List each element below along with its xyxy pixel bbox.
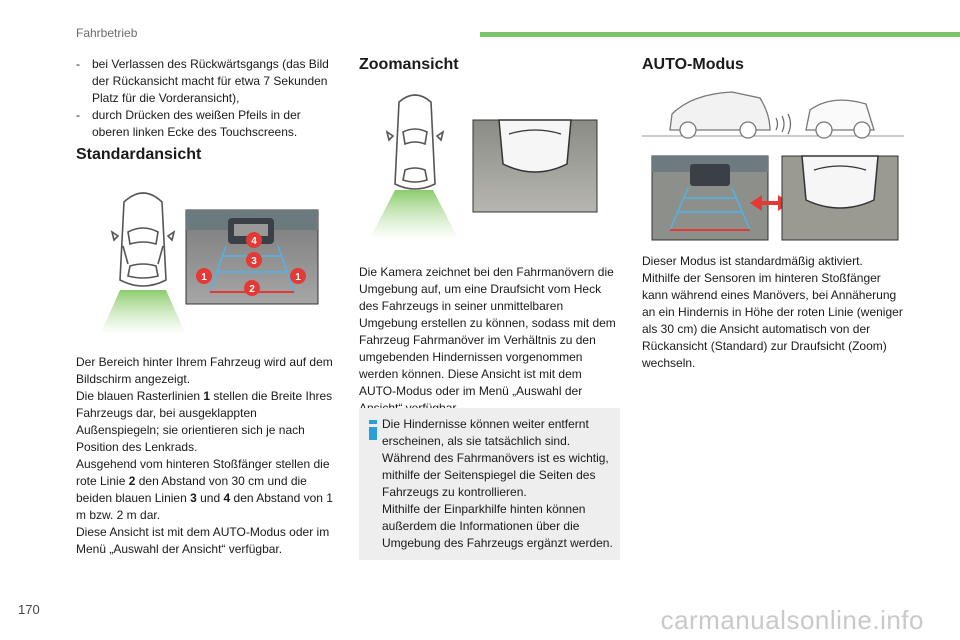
zoom-view-description: Die Kamera zeichnet bei den Fahrmanövern die Umgebung auf, um eine Draufsicht vom Heck des Fahrzeugs in seiner unmittelbaren Umgebung erstellen zu können, sodass mit dem Fahrzeug Fahrmanöver im Verhältnis zu den umgebenden Hindernissen vorgenommen werden können. Diese Ansicht ist mit dem AUTO-Modus oder im Menü „Auswahl der <box>359 265 616 398</box>
svg-text:2: 2 <box>249 284 255 295</box>
watermark: carmanualsonline.info <box>660 605 924 635</box>
header-accent-bar <box>480 32 960 37</box>
svg-text:1: 1 <box>201 272 207 283</box>
obstacle-car-icon <box>806 100 874 138</box>
auto-mode-illustration <box>642 84 904 244</box>
svg-text:4: 4 <box>251 236 257 247</box>
heading-standard-view: Standardansicht <box>76 146 202 163</box>
bullet-item: - bei Verlassen des Rückwärtsgangs (das Bild der Rückansicht macht für etwa 7 Sekunden Platz für die Vorderansicht), <box>76 57 329 105</box>
intro-bullets <box>76 56 338 141</box>
auto-mode-description: Dieser Modus ist standardmäßig aktiviert. Mithilfe der Sensoren im hinteren Stoßfänger kann während eines Manövers, bei Annäherung an ein Hindernis in Höhe der roten Linie (weniger als 30 cm) die Ansicht automatisch von der Rückansicht (Standard) zur Draufsicht (Zoom) wechseln. <box>642 254 903 370</box>
standard-view-illustration <box>76 180 338 340</box>
heading-zoom-view: Zoomansicht <box>359 56 459 73</box>
camera-cone <box>369 190 459 240</box>
info-box: Die Hindernisse können weiter entfernt erscheinen, als sie tatsächlich sind. Während des Fahrmanövers ist es wichtig, mithilfe der Seitenspiegel die Seiten des Fahrzeugs zu kontrollieren. Mithilfe der Einparkhilfe hinten können außerdem die Informationen über die Umgebung des Fahrzeugs ergänzt werden. <box>359 408 620 560</box>
bullet-item: - durch Drücken des weißen Pfeils in der oberen linken Ecke des Touchscreens. <box>76 108 301 139</box>
standard-view-description: Der Bereich hinter Ihrem Fahrzeug wird auf dem Bildschirm angezeigt. Die blauen Rasterlinien 1 stellen die Breite Ihres Fahrzeugs dar, bei ausgeklappten Außenspiegeln; sie orientieren sich je nach Position des Lenkrads. Ausgehend vom hinteren Stoßfänger stellen die rote Linie 2 den Abstand von 30 cm und die beiden blauen Linien 3 und 4 den Abstand von 1 m bzw. 2 m dar. Diese Ansicht ist mit dem AUTO-Modus oder im Menü „Auswahl der Ansicht“ verfügbar. <box>76 355 333 556</box>
camera-cone <box>100 290 186 335</box>
heading-auto-mode: AUTO-Modus <box>642 56 744 73</box>
car-top-view-icon <box>112 193 174 286</box>
car-top-view-icon <box>387 95 443 189</box>
page-number: 170 <box>18 602 40 617</box>
info-icon <box>366 420 380 440</box>
sensor-waves-icon <box>776 114 791 134</box>
zoom-view-illustration <box>359 90 621 245</box>
section-title: Fahrbetrieb <box>76 26 138 40</box>
svg-text:3: 3 <box>251 256 257 267</box>
car-side-view-icon <box>670 92 770 138</box>
svg-text:1: 1 <box>295 272 301 283</box>
